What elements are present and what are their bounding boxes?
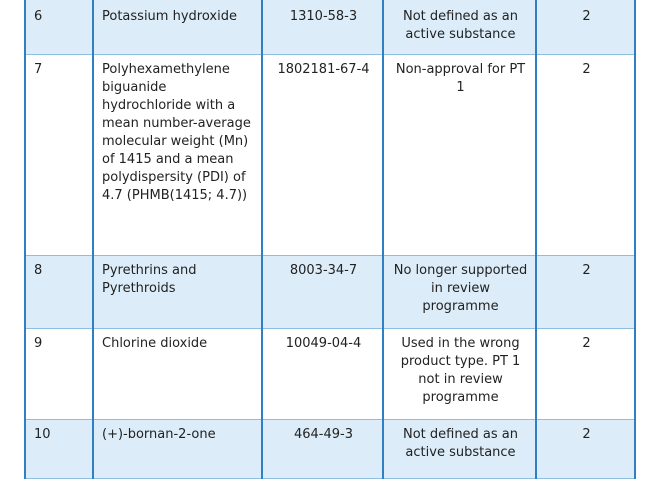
substance-name: Chlorine dioxide xyxy=(93,329,262,420)
table-row xyxy=(25,420,635,479)
cas-number: 10049-04-4 xyxy=(262,329,383,420)
substance-name: Potassium hydroxide xyxy=(93,0,262,55)
substance-name: Pyrethrins and Pyrethroids xyxy=(93,256,262,329)
cas-number: 1802181-67-4 xyxy=(262,55,383,256)
product-type: 2 xyxy=(536,0,635,55)
product-type: 2 xyxy=(536,420,635,479)
substance-table xyxy=(24,0,636,479)
reason: Non-approval for PT 1 xyxy=(383,55,536,256)
product-type: 2 xyxy=(536,256,635,329)
row-number: 6 xyxy=(25,0,93,55)
row-number: 7 xyxy=(25,55,93,256)
reason: No longer supported in review programme xyxy=(383,256,536,329)
product-type: 2 xyxy=(536,55,635,256)
substance-name: (+)-bornan-2-one xyxy=(93,420,262,479)
table-row xyxy=(25,256,635,329)
table-row xyxy=(25,329,635,420)
table-row xyxy=(25,55,635,256)
row-number: 8 xyxy=(25,256,93,329)
cas-number: 1310-58-3 xyxy=(262,0,383,55)
reason: Not defined as an active substance xyxy=(383,0,536,55)
product-type: 2 xyxy=(536,329,635,420)
table-row xyxy=(25,0,635,55)
row-number: 9 xyxy=(25,329,93,420)
cas-number: 8003-34-7 xyxy=(262,256,383,329)
reason: Not defined as an active substance xyxy=(383,420,536,479)
reason: Used in the wrong product type. PT 1 not in review programme xyxy=(383,329,536,420)
substance-name: Polyhexamethylene biguanide hydrochloride with a mean number-average molecular weight (Mn) of 1415 and a mean polydispersity (PDI) of 4.7 (PHMB(1415; 4.7)) xyxy=(93,55,262,256)
cas-number: 464-49-3 xyxy=(262,420,383,479)
row-number: 10 xyxy=(25,420,93,479)
substance-table-container xyxy=(24,0,634,479)
